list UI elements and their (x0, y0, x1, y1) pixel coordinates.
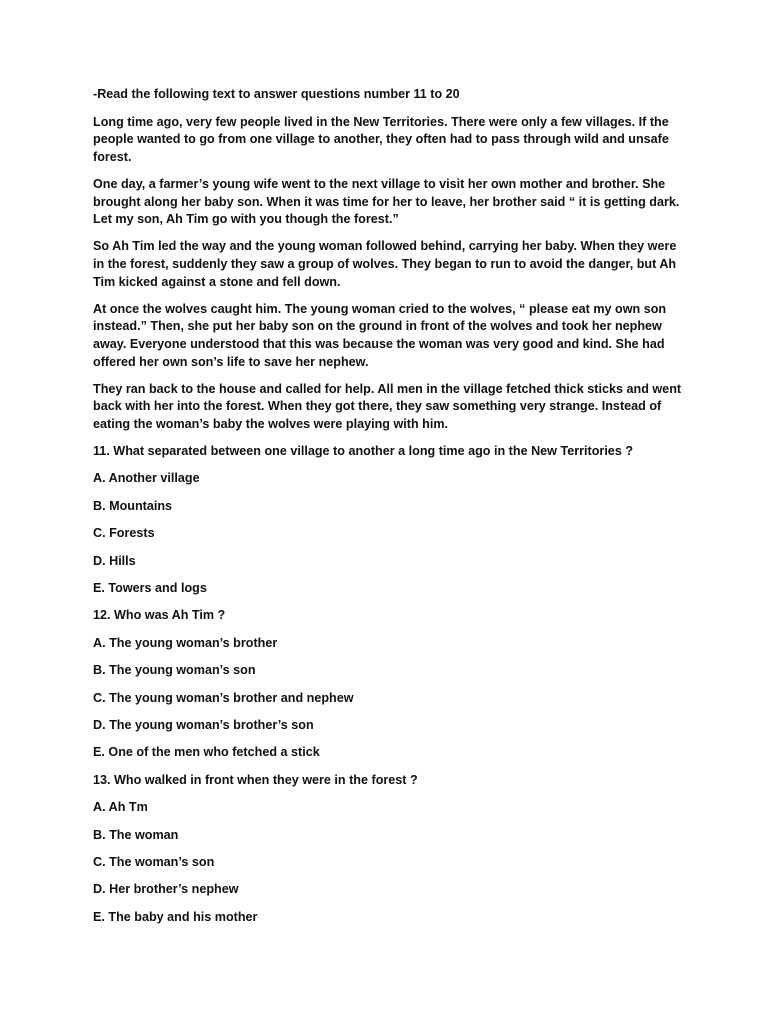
option-b: B. Mountains (93, 498, 173, 513)
option-b: B. The woman (93, 827, 179, 842)
option-c: C. The woman’s son (93, 854, 215, 869)
instruction-line: -Read the following text to answer questions number 11 to 20 (93, 87, 460, 101)
option-a: A. Another village (93, 471, 200, 486)
option-e: E. The baby and his mother (93, 909, 258, 924)
passage-paragraph-2: One day, a farmer’s young wife went to the next village to visit her own mother and brother. She brought along her baby son. When it was time for her to leave, her brother said “ it is getting dark. Let my son, Ah Tim go with you though the forest.” (93, 176, 680, 227)
question-text: 12. Who was Ah Tim ? (93, 608, 226, 623)
passage-paragraph-5: They ran back to the house and called for help. All men in the village fetched thick sticks and went back with her into the forest. When they got there, they saw something very strange. Instead of eating the woman’s baby the wolves were playing with him. (93, 381, 682, 431)
option-c: C. Forests (93, 526, 155, 541)
question-11 (93, 443, 683, 607)
option-d: D. Hills (93, 553, 136, 568)
question-12 (93, 607, 683, 771)
question-text: 11. What separated between one village to another a long time ago in the New Territories ? (93, 444, 634, 459)
question-text: 13. Who walked in front when they were in the forest ? (93, 772, 418, 787)
passage-paragraph-3: So Ah Tim led the way and the young woman followed behind, carrying her baby. When they were in the forest, suddenly they saw a group of wolves. They began to run to avoid the danger, but Ah Tim kicked against a stone and fell down. (93, 239, 677, 289)
option-d: D. Her brother’s nephew (93, 882, 239, 897)
passage-paragraph-1: Long time ago, very few people lived in the New Territories. There were only a few villages. If the people wanted to go from one village to another, they often had to pass through wild and unsafe forest. (93, 114, 669, 164)
option-d: D. The young woman’s brother’s son (93, 717, 314, 732)
option-e: E. Towers and logs (93, 581, 207, 596)
question-13 (93, 772, 683, 936)
option-a: A. The young woman’s brother (93, 635, 278, 650)
option-c: C. The young woman’s brother and nephew (93, 690, 354, 705)
document-page (93, 86, 683, 936)
option-b: B. The young woman’s son (93, 663, 256, 678)
passage-paragraph-4: At once the wolves caught him. The young woman cried to the wolves, “ please eat my own son instead.” Then, she put her baby son on the ground in front of the wolves and took her nephew away. Everyone understood that this was because the woman was very good and kind. She had offered her own son’s life to save her nephew. (93, 301, 667, 369)
option-a: A. Ah Tm (93, 800, 148, 815)
reading-passage (93, 114, 683, 434)
option-e: E. One of the men who fetched a stick (93, 745, 320, 760)
